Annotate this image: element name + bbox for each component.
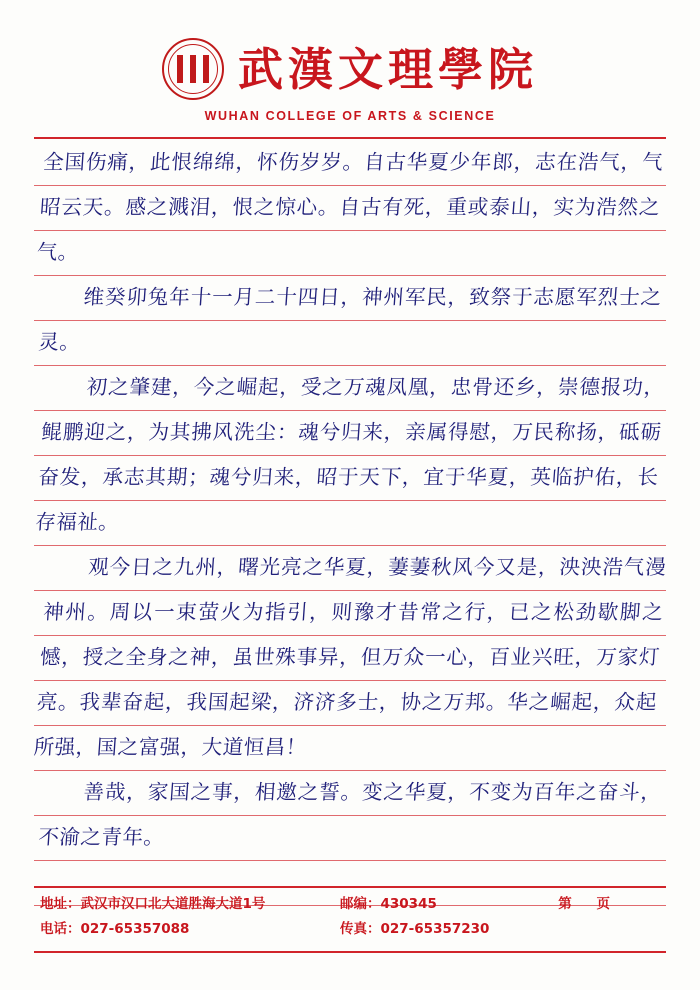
handwritten-body bbox=[32, 140, 668, 885]
footer-phone-value: 027-65357088 bbox=[80, 921, 190, 937]
university-english-name: WUHAN COLLEGE OF ARTS & SCIENCE bbox=[204, 109, 496, 123]
body-paragraph: 初之肇建，今之崛起，受之万魂凤凰，忠骨还乡，崇德报功，鲲鹏迎之，为其拂风洗尘：魂兮归来，亲属得慰，万民称扬，砥砺奋发，承志其期；魂兮归来，昭于天下，宜于华夏，英临护佑，长存福祉。 bbox=[34, 375, 666, 534]
university-chinese-name: 武漢文理學院 bbox=[237, 42, 538, 96]
footer-phone-label: 电话： bbox=[40, 921, 81, 937]
footer-top-divider bbox=[34, 886, 666, 888]
header-divider bbox=[34, 137, 666, 139]
footer-fax-label: 传真： bbox=[340, 921, 381, 937]
seal-inner-ring-icon bbox=[168, 44, 218, 94]
body-paragraph: 维癸卯兔年十一月二十四日，神州军民，致祭于志愿军烈士之灵。 bbox=[37, 285, 663, 354]
footer-postcode bbox=[340, 892, 525, 917]
footer-address-value: 武汉市汉口北大道胜海大道1号 bbox=[80, 896, 266, 912]
footer-row-address bbox=[40, 892, 660, 917]
page-footer bbox=[40, 892, 660, 942]
letterhead bbox=[0, 38, 700, 123]
letterhead-row bbox=[0, 38, 700, 100]
footer-fax-value: 027-65357230 bbox=[380, 921, 490, 937]
body-paragraph: 全国伤痛，此恨绵绵，怀伤岁岁。自古华夏少年郎，志在浩气，气昭云天。感之溅泪，恨之惊心。自古有死，重或泰山，实为浩然之气。 bbox=[36, 150, 665, 264]
footer-row-contact bbox=[40, 917, 660, 942]
footer-phone bbox=[40, 917, 340, 942]
footer-fax bbox=[340, 917, 525, 942]
footer-address bbox=[40, 892, 340, 917]
footer-postcode-label: 邮编： bbox=[340, 896, 381, 912]
footer-bottom-divider bbox=[34, 951, 666, 953]
footer-page-marker: 第 页 bbox=[558, 896, 620, 912]
university-seal-icon bbox=[162, 38, 224, 100]
footer-postcode-value: 430345 bbox=[380, 896, 437, 912]
body-paragraph: 观今日之九州，曙光亮之华夏，萋萋秋风今又是，泱泱浩气漫神州。周以一束萤火为指引，则豫才昔常之行，已之松劲歇脚之憾，授之全身之神，虽世殊事异，但万众一心，百业兴旺，万家灯亮。我辈奋起，我国起梁，济济多士，协之万邦。华之崛起，众起所强，国之富强，大道恒昌！ bbox=[32, 555, 668, 759]
body-paragraph: 善哉，家国之事，相邀之誓。变之华夏，不变为百年之奋斗，不渝之青年。 bbox=[37, 780, 663, 849]
footer-address-label: 地址： bbox=[40, 896, 81, 912]
